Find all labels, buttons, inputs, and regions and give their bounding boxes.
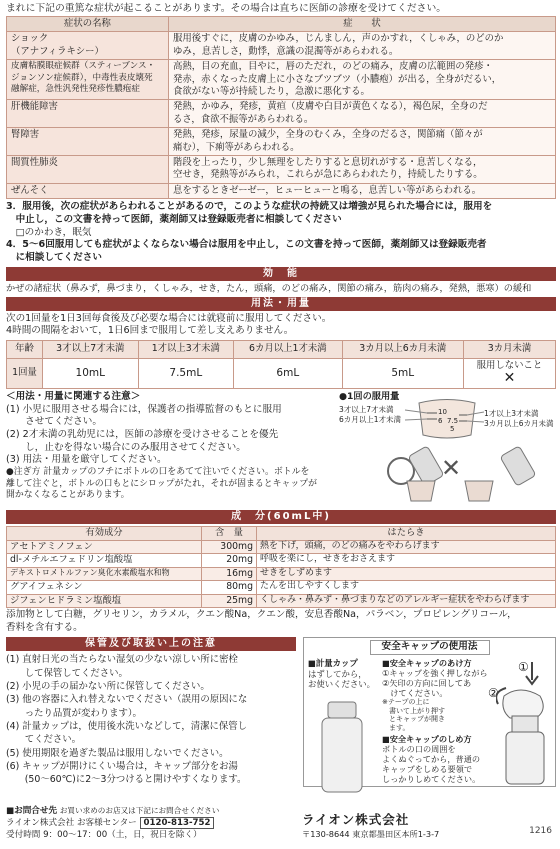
dosage-note: (1) 小児に服用させる場合には，保護者の指導監督のもとに服用 [6, 403, 282, 415]
open-step: ②矢印の方向に回してあ [382, 678, 472, 689]
open-note: ※テープの上に [382, 698, 430, 707]
tick-label: 7.5 [447, 417, 459, 426]
symptom-desc-line: るさ，食欲不振等があらわれる。 [173, 113, 314, 125]
symptom-name-line: 皮膚粘膜眼症候群（スティーブンス・ [11, 61, 156, 72]
ingredient-effect: たんを出しやすくします [257, 581, 556, 595]
measuring-cup-icon [339, 391, 556, 508]
close-step: ボトルの口の周囲を [382, 744, 456, 755]
ingredients-table [6, 526, 556, 608]
symptom-desc-line: 痛む），下痢等があらわれる。 [173, 141, 300, 153]
symptom-desc [169, 128, 556, 156]
symptom-name-line: （アナフィラキシー） [11, 45, 104, 57]
dose-header: 1才以上3才未満 [138, 341, 234, 359]
storage-item: (3) 他の容器に入れ替えないでください（誤用の原因にな [6, 694, 248, 706]
dose-value: 6mL [234, 359, 342, 389]
ingredient-effect: くしゃみ・鼻みず・鼻づまりなどのアレルギー症状をやわらげます [257, 594, 556, 608]
cup-label: 3才以上7才未満 [339, 405, 394, 415]
symptom-name-line: 融解症，急性汎発性発疹性膿疱症 [11, 83, 140, 94]
symptom-desc-line: ゆみ，息苦しさ，動悸，意識の混濁等があらわれる。 [173, 45, 399, 57]
leaflet [6, 3, 556, 849]
cup-label: 3カ月以上6カ月未満 [484, 419, 554, 429]
safety-cap-box [303, 637, 556, 787]
cup-note: お使いください。 [308, 679, 375, 690]
symptom-desc [169, 60, 556, 100]
contact-label: ■お問合せ先 [6, 806, 58, 817]
symptom-row [7, 156, 556, 184]
dose-none-text: 服用しないこと [476, 359, 543, 371]
company-name: ライオン株式会社 [302, 812, 410, 828]
dose-value: 5mL [342, 359, 463, 389]
symptom-desc [169, 32, 556, 60]
ingredient-name: アセトアミノフェン [7, 540, 202, 554]
storage-item: てください。 [6, 734, 82, 746]
dose-header: 年齢 [7, 341, 43, 359]
additives-line: 香料を含有する。 [6, 621, 83, 633]
cross-icon: ✕ [503, 369, 516, 386]
dose-header: 3カ月未満 [463, 341, 555, 359]
ingredient-name: ジフェンヒドラミン塩酸塩 [7, 594, 202, 608]
ingredient-amount: 20mg [202, 554, 257, 568]
ingredient-name: dl-メチルエフェドリン塩酸塩 [7, 554, 202, 568]
dosage-notes-title: ＜用法・用量に関連する注意＞ [6, 391, 141, 403]
dose-value: 10mL [43, 359, 139, 389]
contact-company: ライオン株式会社 お客様センター [6, 817, 137, 828]
symptom-row [7, 100, 556, 128]
ingredient-row [7, 540, 556, 554]
symptom-name-line: 間質性肺炎 [11, 157, 58, 169]
print-code: 1216 [529, 826, 552, 837]
storage-item: (4) 計量カップは，使用後水洗いなどして，清潔に保管し [6, 721, 247, 733]
symptom-desc [169, 183, 556, 198]
tick-label: 6 [438, 417, 443, 426]
dose-header: 6カ月以上1才未満 [234, 341, 342, 359]
cup-label: 6カ月以上1才未満 [339, 415, 402, 425]
contact-hours: 受付時間 9：00～17：00（土，日，祝日を除く） [6, 829, 202, 840]
symptom-desc-line: 高熱，目の充血，目やに，唇のただれ，のどの痛み，皮膚の広範囲の発疹・ [173, 61, 493, 73]
open-note: ます。 [382, 723, 410, 732]
close-step: よくぬぐってから，普通の [382, 754, 481, 765]
efficacy-text: かぜの諸症状（鼻みず，鼻づまり，くしゃみ，せき，たん，頭痛，のどの痛み，関節の痛み，筋肉の痛み，発熱，悪寒）の緩和 [6, 282, 532, 294]
ingredients-band: 成 分(60mL中) [6, 510, 556, 524]
dose-header: 3才以上7才未満 [43, 341, 139, 359]
symptom-desc-line: 発赤，赤くなった皮膚上に小さなブツブツ（小膿疱）が出る，全身がだるい， [173, 73, 502, 85]
storage-item: ったり品質が変わります）。 [6, 707, 142, 719]
efficacy-band: 効 能 [6, 267, 556, 281]
ingredient-effect: 熱を下げ，頭痛，のどの痛みをやわらげます [257, 540, 556, 554]
symptom-desc-line: 階段を上ったり，少し無理をしたりすると息切れがする・息苦しくなる， [173, 157, 483, 169]
cup-note: はずしてから， [308, 668, 367, 679]
additives-line: 添加物として白糖，グリセリン，カラメル，クエン酸Na，クエン酸，安息香酸Na，パラベン，プロピレングリコール， [6, 609, 517, 621]
symptom-name-line: ショック [11, 33, 49, 45]
ing-header: 有効成分 [7, 527, 202, 541]
symptom-row [7, 128, 556, 156]
company-address: 〒130-8644 東京都墨田区本所1-3-7 [302, 828, 440, 839]
hand-cap-icon [496, 658, 556, 786]
cup-title: ●1回の服用量 [339, 391, 400, 403]
dosage-note: (2) 2才未満の乳幼児には，医師の診療を受けさせることを優先 [6, 428, 279, 440]
symptom-name-line: 腎障害 [11, 129, 40, 141]
storage-list [6, 653, 296, 786]
ingredient-name: デキストロメトルファン臭化水素酸塩水和物 [7, 567, 202, 581]
dosage-note: させてください。 [6, 416, 102, 428]
pour-note: ●注ぎ方 計量カップのフチにボトルの口をあてて注いでください。ボトルを [6, 466, 310, 477]
symptom-name [7, 32, 169, 60]
open-note: 書いて上がり押す [382, 706, 445, 715]
open-step: ①キャップを強く押しながら [382, 668, 488, 679]
dose-value-none [463, 359, 555, 389]
open-step: けてください。 [382, 688, 448, 699]
storage-band: 保管及び取扱い上の注意 [6, 637, 296, 651]
contact-note: お買い求めのお店又は下記にお問合せください [59, 806, 220, 816]
symptom-name [7, 128, 169, 156]
symptom-desc [169, 100, 556, 128]
symptom-name [7, 156, 169, 184]
tick-label: 10 [438, 408, 447, 417]
pour-note: 開かなくなることがあります。 [6, 490, 130, 501]
dosage-note: し，止むを得ない場合にのみ服用させてください。 [6, 441, 246, 453]
symptom-row [7, 32, 556, 60]
ingredient-row [7, 594, 556, 608]
storage-item: (2) 小児の手の届かない所に保管してください。 [6, 681, 210, 693]
dosage-text-1: 次の1回量を1日3回毎食後及び必要な場合には就寝前に服用してください。 [6, 312, 332, 324]
ingredient-row [7, 554, 556, 568]
open-title: ■安全キャップのあけ方 [382, 658, 472, 669]
symptom-desc-line: 食欲がない等が持続したり，急激に悪化する。 [173, 86, 370, 98]
symptom-desc-line: 服用後すぐに，皮膚のかゆみ，じんましん，声のかすれ，くしゃみ，のどのか [173, 33, 504, 45]
ingredient-amount: 300mg [202, 540, 257, 554]
close-title: ■安全キャップのしめ方 [382, 734, 472, 745]
symptom-desc-line: 発熱，発疹，尿量の減少，全身のむくみ，全身のだるさ，関節痛（節々が [173, 129, 483, 141]
dosage-band: 用法・用量 [6, 297, 556, 311]
ingredient-effect: せきをしずめます [257, 567, 556, 581]
symptom-header-desc: 症 状 [169, 17, 556, 32]
bottle-icon [312, 696, 372, 796]
close-step: しっかりしめてください。 [382, 774, 481, 785]
symptom-name [7, 100, 169, 128]
symptom-row [7, 183, 556, 198]
ingredient-effect: 呼吸を楽にし，せきをおさえます [257, 554, 556, 568]
symptom-name-line: 肝機能障害 [11, 101, 58, 113]
symptom-desc-line: 発熱，かゆみ，発疹，黄疸（皮膚や白目が黄色くなる），褐色尿，全身のだ [173, 101, 488, 113]
dosage-note: (3) 用法・用量を厳守してください。 [6, 454, 167, 466]
intro-text: まれに下記の重篤な症状が起こることがあります。その場合は直ちに医師の診療を受けてください。 [6, 3, 447, 14]
ingredient-amount: 16mg [202, 567, 257, 581]
symptom-header-name: 症状の名称 [7, 17, 169, 32]
note4-line2: に相談してください [6, 251, 102, 263]
dosage-text-2: 4時間の間隔をおいて，1日6回まで服用して差し支えありません。 [6, 325, 294, 337]
ingredient-amount: 80mg [202, 581, 257, 595]
note3-line1: 3．服用後，次の症状があらわれることがあるので，このような症状の持続又は増強が見られた場合には，服用を [6, 201, 493, 213]
symptom-table [6, 16, 556, 199]
step-one-label: ① [518, 660, 529, 675]
cup-note: ■計量カップ [308, 658, 358, 669]
storage-item: (5) 使用期限を過ぎた製品は服用しないでください。 [6, 747, 229, 759]
contact-phone[interactable]: 0120-813-752 [140, 817, 215, 829]
ing-header: はたらき [257, 527, 556, 541]
tick-label: 5 [450, 425, 455, 434]
dose-row-label: 1回量 [7, 359, 43, 389]
symptom-desc-line: 息をするときゼーゼー，ヒューヒューと鳴る，息苦しい等があらわれる。 [173, 184, 482, 196]
note4-line1: 4．5～6回服用しても症状がよくならない場合は服用を中止し，この文書を持って医師，薬剤師又は登録販売者 [6, 239, 487, 251]
step-two-label: ② [488, 686, 499, 701]
ing-header: 含 量 [202, 527, 257, 541]
symptom-desc-line: 空せき，発熱等がみられ，これらが急にあらわれたり，持続したりする。 [173, 169, 483, 181]
ingredient-amount: 25mg [202, 594, 257, 608]
dose-header: 3カ月以上6カ月未満 [342, 341, 463, 359]
storage-item: (6) キャップが開けにくい場合は，キャップ部分をお湯 [6, 761, 238, 773]
symptom-name-line: ぜんそく [11, 184, 49, 196]
storage-item: して保管してください。 [6, 667, 128, 679]
ingredient-name: グアイフェネシン [7, 581, 202, 595]
open-note: とキャップが開き [382, 715, 445, 724]
dosage-table [6, 340, 556, 389]
storage-item: (1) 直射日光の当たらない湿気の少ない涼しい所に密栓 [6, 654, 238, 666]
ingredient-row [7, 581, 556, 595]
pour-note: 離して注ぐと，ボトルの口もとにシロップがたれ，それが固まるとキャップが [6, 478, 317, 489]
symptom-name [7, 60, 169, 100]
safety-cap-title: 安全キャップの使用法 [370, 640, 490, 655]
symptom-desc [169, 156, 556, 184]
symptom-name-line: ジョンソン症候群），中毒性表皮壊死 [11, 72, 153, 83]
note3-line2: 中止し，この文書を持って医師，薬剤師又は登録販売者に相談してください [6, 213, 342, 225]
symptom-row [7, 60, 556, 100]
storage-item: (50～60℃)に2～3分つけると開けやすくなります。 [6, 774, 247, 786]
ng-mark-icon: ✕ [441, 454, 462, 483]
ingredient-row [7, 567, 556, 581]
dose-value: 7.5mL [138, 359, 234, 389]
cup-label: 1才以上3才未満 [484, 409, 539, 419]
note3-line3: □のかわき，眠気 [6, 226, 92, 238]
close-step: キャップをしめる要領で [382, 764, 473, 775]
symptom-name [7, 183, 169, 198]
